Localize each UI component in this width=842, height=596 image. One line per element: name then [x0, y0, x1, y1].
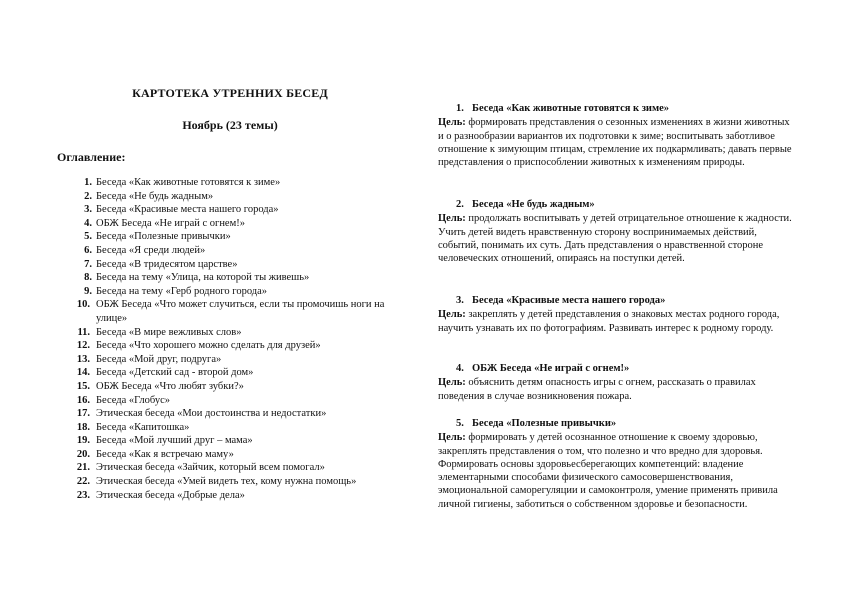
section-goal: Цель: формировать у детей осознанное отношение к своему здоровью, закреплять представления о том, что полезно и что вредно для здоровья. Формировать основы здоровьесберегающих компетенций: владение элементарными способами физического самосовершенствования, эмоциональной саморегуляции и самоконтроля, умение применять привила личной гигиены, заботиться о собственном здоровье и безопасности. [438, 432, 778, 510]
toc-item: 17. Этическая беседа «Мои достоинства и недостатки» [76, 408, 327, 420]
section-1 [438, 102, 793, 169]
toc-item: 18. Беседа «Капитошка» [76, 421, 190, 433]
toc-item: 4. ОБЖ Беседа «Не играй с огнем!» [84, 217, 245, 229]
toc-item: 12. Беседа «Что хорошего можно сделать для друзей» [76, 340, 321, 352]
section-goal: Цель: продолжать воспитывать у детей отрицательное отношение к жадности. Учить детей видеть нравственную сторону воспринимаемых действий, событий, понимать их суть. Дать представления о нравственной стороне человеческих отношений, опираясь на поступки детей. [438, 213, 792, 265]
toc-item: 21. Этическая беседа «Зайчик, который всем помогал» [76, 462, 325, 474]
toc-item: 2. Беседа «Не будь жадным» [84, 190, 214, 202]
section-goal: Цель: объяснить детям опасность игры с огнем, рассказать о правилах поведения в случае возникновения пожара. [438, 377, 756, 402]
section-3 [438, 294, 793, 335]
toc-item: 10. ОБЖ Беседа «Что может случиться, если ты промочишь ноги на улице» [76, 299, 385, 324]
toc-item: 15. ОБЖ Беседа «Что любят зубки?» [76, 380, 244, 392]
toc-item: 22. Этическая беседа «Умей видеть тех, кому нужна помощь» [76, 476, 357, 488]
toc-item: 3. Беседа «Красивые места нашего города» [84, 204, 279, 216]
toc-item: 1. Беседа «Как животные готовятся к зиме» [84, 177, 281, 188]
section-title: 4. ОБЖ Беседа «Не играй с огнем!» [456, 363, 630, 374]
section-5 [438, 417, 793, 511]
table-of-contents [58, 176, 408, 502]
toc-item: 13. Беседа «Мой друг, подруга» [76, 353, 222, 365]
section-2 [438, 198, 793, 265]
toc-item: 20. Беседа «Как я встречаю маму» [76, 448, 234, 460]
toc-item: 19. Беседа «Мой лучший друг – мама» [76, 435, 253, 447]
toc-item: 23. Этическая беседа «Добрые дела» [76, 489, 245, 501]
document-subtitle: Ноябрь (23 темы) [182, 118, 278, 132]
toc-item: 14. Беседа «Детский сад - второй дом» [76, 367, 254, 379]
toc-item: 8. Беседа на тему «Улица, на которой ты живешь» [84, 272, 310, 284]
section-title: 1. Беседа «Как животные готовятся к зиме» [456, 103, 670, 114]
section-goal: Цель: закреплять у детей представления о знаковых местах родного города, научить узнавать их по фотографиям. Развивать интерес к родному городу. [438, 309, 780, 334]
toc-item: 5. Беседа «Полезные привычки» [84, 231, 231, 243]
section-title: 2. Беседа «Не будь жадным» [456, 199, 595, 210]
document-title: КАРТОТЕКА УТРЕННИХ БЕСЕД [132, 86, 328, 100]
section-title: 3. Беседа «Красивые места нашего города» [456, 295, 666, 306]
toc-item: 16. Беседа «Глобус» [76, 394, 171, 406]
toc-item: 7. Беседа «В тридесятом царстве» [84, 258, 238, 270]
toc-item: 6. Беседа «Я среди людей» [84, 244, 206, 256]
toc-heading: Оглавление: [57, 150, 126, 164]
section-title: 5. Беседа «Полезные привычки» [456, 418, 617, 429]
section-goal: Цель: формировать представления о сезонных изменениях в жизни животных и о разнообразии вариантов их подготовки к зиме; воспитывать заботливое отношение к зимующим птицам, стремление их подкармливать; давать первые представления о приспособлении животных к изменениям природы. [438, 117, 792, 169]
toc-item: 9. Беседа на тему «Герб родного города» [84, 285, 268, 297]
section-4 [438, 362, 793, 403]
toc-item: 11. Беседа «В мире вежливых слов» [77, 326, 242, 338]
